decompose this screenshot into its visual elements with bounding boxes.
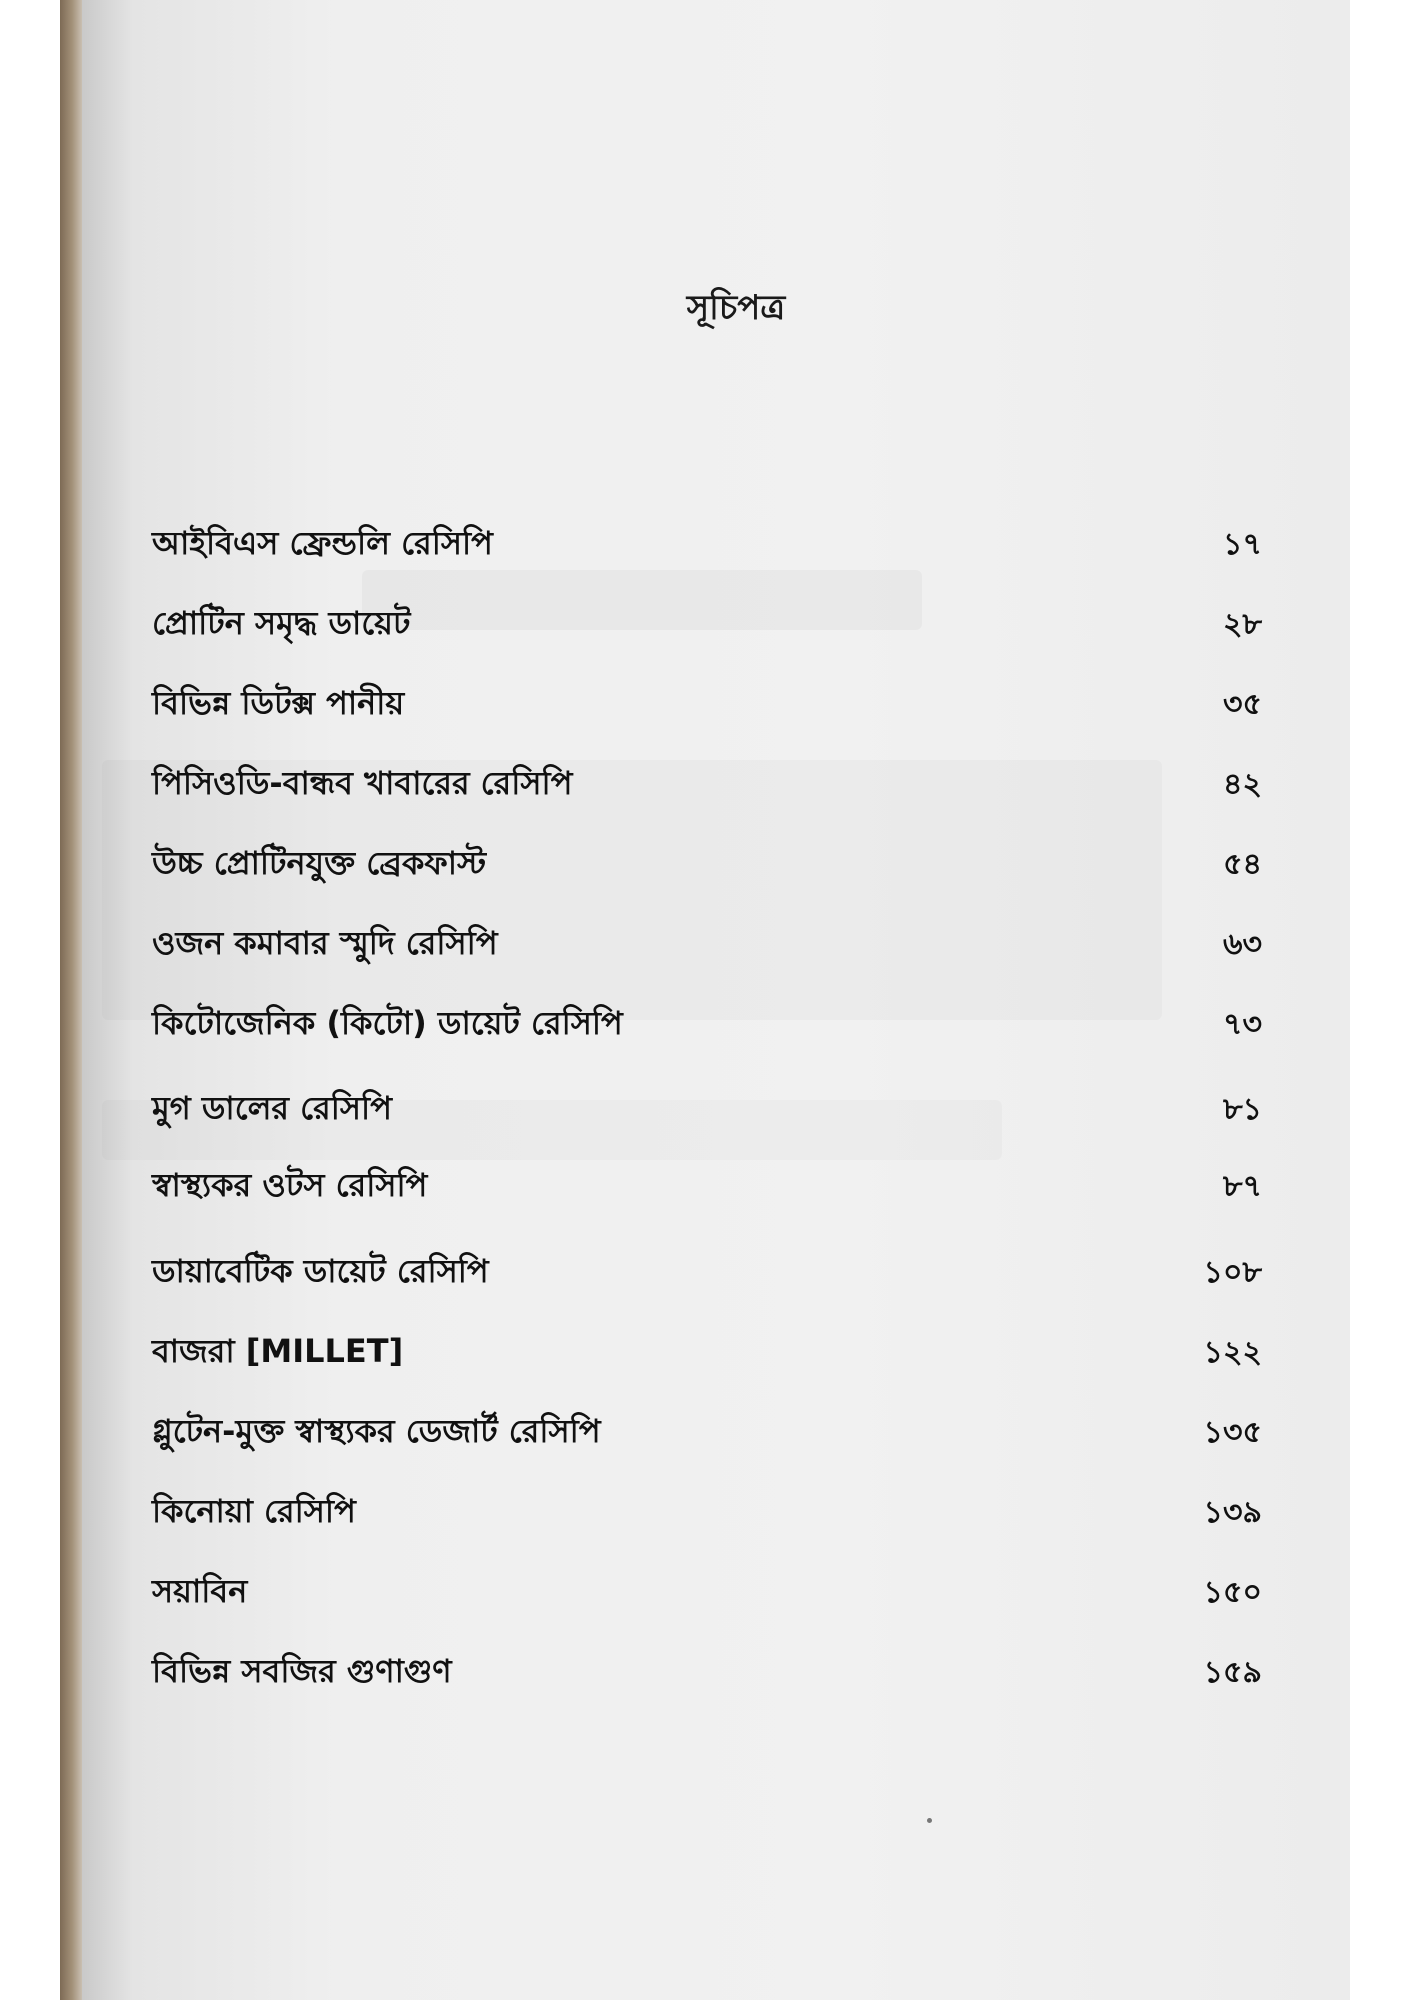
toc-entry-title: আইবিএস ফ্রেন্ডলি রেসিপি [152, 524, 493, 562]
toc-entry[interactable] [152, 1162, 1262, 1212]
toc-entry[interactable] [152, 680, 1262, 730]
toc-entry-title: ডায়াবেটিক ডায়েট রেসিপি [152, 1252, 489, 1290]
toc-entry-title: সয়াবিন [152, 1572, 248, 1610]
toc-entry-title: স্বাস্থ্যকর ওটস রেসিপি [152, 1166, 428, 1204]
toc-entry[interactable] [152, 920, 1262, 970]
toc-entry-title: গ্লুটেন-মুক্ত স্বাস্থ্যকর ডেজার্ট রেসিপি [152, 1412, 601, 1450]
toc-entry-page: ৭৩ [1222, 1006, 1262, 1042]
toc-entry[interactable] [152, 1085, 1262, 1135]
page-title: সূচিপত্র [686, 288, 786, 328]
toc-entry-title: বাজরা [MILLET] [152, 1332, 404, 1370]
toc-entry[interactable] [152, 600, 1262, 650]
toc-entry-title: কিনোয়া রেসিপি [152, 1492, 356, 1530]
toc-entry-title: মুগ ডালের রেসিপি [152, 1089, 392, 1127]
toc-entry-page: ১৩৯ [1203, 1494, 1262, 1530]
toc-entry[interactable] [152, 1328, 1262, 1378]
toc-entry[interactable] [152, 840, 1262, 890]
toc-entry-title: ওজন কমাবার স্মুদি রেসিপি [152, 924, 498, 962]
toc-entry[interactable] [152, 1568, 1262, 1618]
paper-speck [927, 1818, 932, 1823]
toc-entry-page: ২৮ [1223, 606, 1262, 642]
toc-entry-title: কিটোজেনিক (কিটো) ডায়েট রেসিপি [152, 1004, 623, 1042]
toc-entry[interactable] [152, 1248, 1262, 1298]
book-spine-edge [60, 0, 82, 2000]
toc-entry-page: ১০৮ [1203, 1254, 1262, 1290]
toc-entry-page: ১৩৫ [1203, 1414, 1262, 1450]
toc-entry-page: ৮৭ [1223, 1168, 1262, 1204]
toc-entry-page: ১৫০ [1203, 1574, 1262, 1610]
toc-entry-title: বিভিন্ন ডিটক্স পানীয় [152, 684, 405, 722]
toc-entry[interactable] [152, 1488, 1262, 1538]
toc-entry[interactable] [152, 1000, 1262, 1050]
toc-entry-page: ৫৪ [1223, 846, 1262, 882]
toc-entry-page: ৪২ [1223, 766, 1262, 802]
toc-entry-title: উচ্চ প্রোটিনযুক্ত ব্রেকফাস্ট [152, 844, 487, 882]
toc-entry-title: বিভিন্ন সবজির গুণাগুণ [152, 1652, 452, 1690]
book-page [82, 0, 1350, 2000]
toc-entry[interactable] [152, 1408, 1262, 1458]
toc-entry-page: ১৫৯ [1203, 1654, 1262, 1690]
toc-entry-page: ১২২ [1203, 1334, 1262, 1370]
toc-entry-page: ৩৫ [1223, 686, 1262, 722]
toc-entry-page: ৬৩ [1222, 926, 1262, 962]
toc-entry[interactable] [152, 1648, 1262, 1698]
toc-entry-page: ১৭ [1223, 526, 1262, 562]
toc-entry[interactable] [152, 520, 1262, 570]
toc-entry-title: পিসিওডি-বান্ধব খাবারের রেসিপি [152, 764, 573, 802]
toc-entry[interactable] [152, 760, 1262, 810]
toc-entry-title: প্রোটিন সমৃদ্ধ ডায়েট [152, 604, 411, 642]
toc-entry-page: ৮১ [1223, 1091, 1262, 1127]
